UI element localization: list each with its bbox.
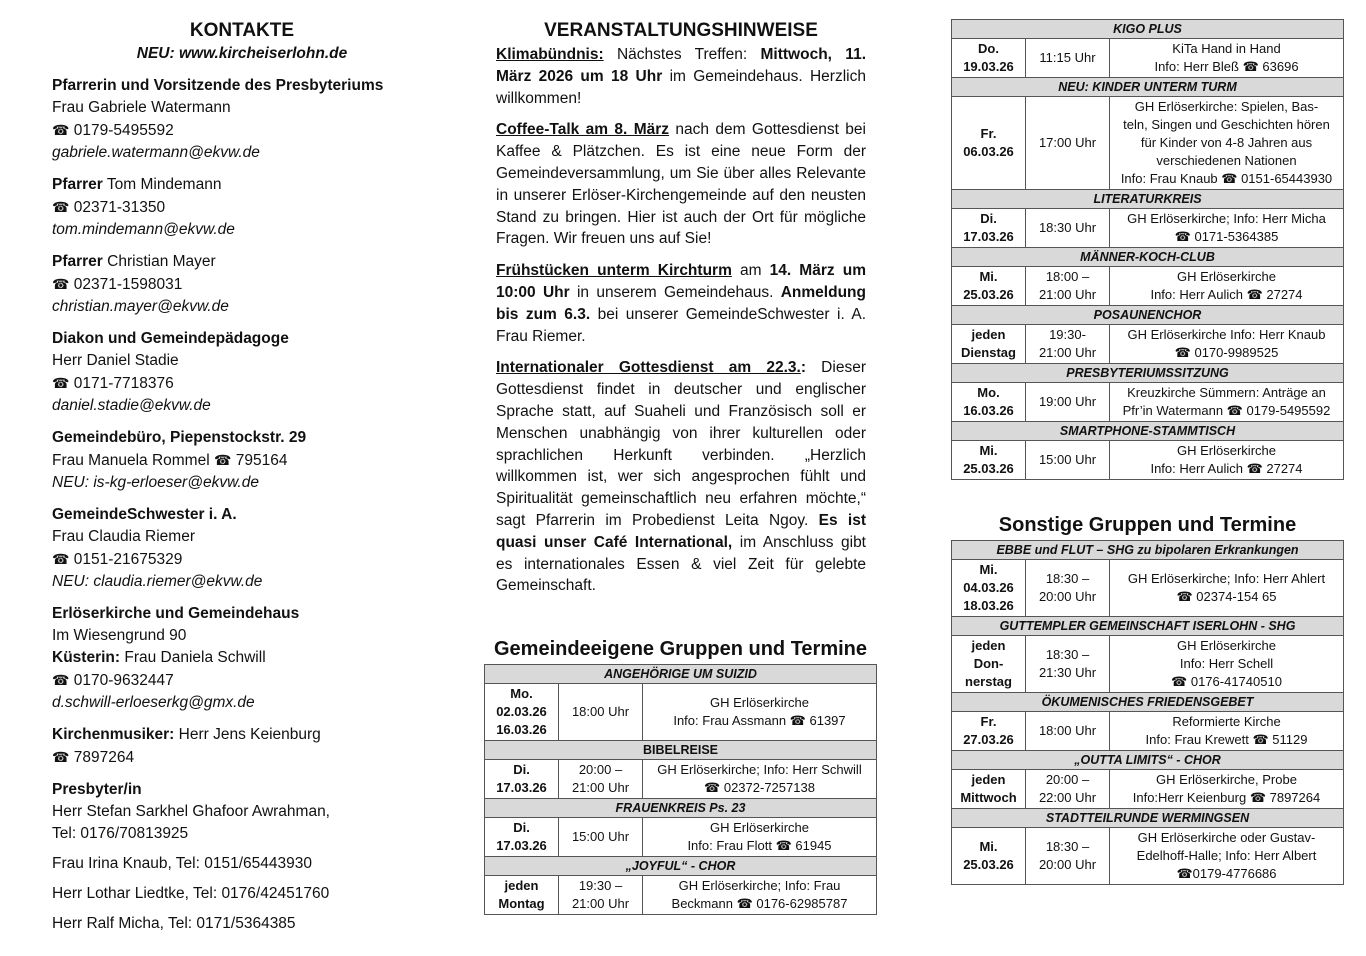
info-line: GH Erlöserkirche: [710, 820, 809, 835]
presbyter-line: Tel: 0176/70813925: [52, 825, 189, 842]
table-row: [952, 267, 1344, 306]
group-info: [1110, 267, 1344, 306]
time-line: 21:00 Uhr: [1038, 345, 1097, 360]
international-label: Internationaler Gottesdienst am 22.3.: [496, 359, 801, 377]
sonstige-groups-section: [951, 514, 1344, 885]
contact-name: Tom Mindemann: [102, 176, 222, 193]
group-info: [1110, 441, 1344, 480]
day-line: 27.03.26: [963, 732, 1014, 747]
group-time: [559, 684, 643, 741]
info-line: Pfr’in Watermann ☎ 0179-5495592: [1122, 403, 1331, 418]
group-name: BIBELREISE: [485, 741, 877, 760]
day-line: 16.03.26: [496, 722, 547, 737]
phone-icon: ☎: [52, 551, 70, 567]
time-line: 18:30 –: [1045, 647, 1090, 662]
day-line: Mi.: [979, 562, 998, 577]
phone-icon: ☎: [52, 672, 70, 688]
contact-role: Pfarrer: [52, 253, 103, 270]
contact-phone: 7897264: [73, 749, 135, 766]
group-name: SMARTPHONE-STAMMTISCH: [952, 422, 1344, 441]
phone-icon: ☎: [52, 276, 70, 292]
contact-name: Christian Mayer: [102, 253, 216, 270]
time-line: 21:30 Uhr: [1038, 665, 1097, 680]
info-line: GH Erlöserkirche: [1177, 269, 1276, 284]
info-line: für Kinder von 4-8 Jahren aus: [1140, 135, 1313, 150]
day-line: jeden: [971, 638, 1006, 653]
contact-phone: 02371-31350: [73, 199, 166, 216]
day-line: Fr.: [980, 126, 997, 141]
time-line: 19:30-: [1049, 327, 1086, 342]
contact-phone: 02371-1598031: [73, 276, 183, 293]
group-day: [952, 267, 1026, 306]
klima-notice: [496, 44, 866, 109]
group-header-row: [952, 306, 1344, 325]
contact-phone: 0170-9632447: [73, 672, 174, 689]
time-line: 18:00 –: [1045, 269, 1090, 284]
table-row: [952, 39, 1344, 78]
info-line: Info: Herr Bleß ☎ 63696: [1154, 59, 1299, 74]
contact-email[interactable]: tom.mindemann@ekvw.de: [52, 221, 235, 238]
klima-text-2: im Gemeindehaus. Herzlich willkommen!: [496, 67, 866, 107]
day-line: Mi.: [979, 839, 998, 854]
day-line: jeden: [971, 327, 1006, 342]
group-info: [1110, 383, 1344, 422]
phone-icon: ☎: [213, 452, 232, 468]
group-day: [952, 39, 1026, 78]
group-header-row: [952, 541, 1344, 560]
info-line: GH Erlöserkirche, Probe: [1156, 772, 1297, 787]
time-line: 11:15 Uhr: [1039, 50, 1096, 65]
info-line: GH Erlöserkirche: Spielen, Bas-: [1134, 99, 1319, 114]
contacts-title: KONTAKTE: [189, 20, 295, 41]
group-header-row: [952, 190, 1344, 209]
contact-role: Diakon und Gemeindepädagoge: [52, 330, 289, 347]
table-row: [485, 684, 877, 741]
phone-icon: ☎: [52, 122, 70, 138]
group-time: [1026, 770, 1110, 809]
table-row: [952, 636, 1344, 693]
time-line: 17:00 Uhr: [1038, 135, 1097, 150]
table-row: [485, 818, 877, 857]
group-info: [1110, 636, 1344, 693]
day-line: 25.03.26: [963, 461, 1014, 476]
contact-role: Erlöserkirche und Gemeindehaus: [52, 605, 300, 622]
time-line: 19:00 Uhr: [1038, 394, 1097, 409]
group-name: KIGO PLUS: [952, 20, 1344, 39]
presbyter-section: [52, 779, 432, 935]
presbyter-line: Herr Stefan Sarkhel Ghafoor Awrahman,: [52, 803, 330, 820]
group-name: GUTTEMPLER GEMEINSCHAFT ISERLOHN - SHG: [952, 617, 1344, 636]
group-name: POSAUNENCHOR: [952, 306, 1344, 325]
international-text-2: im Anschluss gibt es internationales Essen & viel Zeit für gelebte Gemeinschaft.: [496, 533, 866, 595]
group-name: ÖKUMENISCHES FRIEDENSGEBET: [952, 693, 1344, 712]
day-line: 25.03.26: [963, 857, 1014, 872]
time-line: 20:00 –: [1045, 772, 1090, 787]
group-header-row: [485, 741, 877, 760]
group-header-row: [952, 751, 1344, 770]
day-line: Mittwoch: [960, 790, 1017, 805]
info-line: GH Erlöserkirche: [710, 695, 809, 710]
contact-subrole: Küsterin:: [52, 649, 121, 666]
sonstige-groups-title: Sonstige Gruppen und Termine: [998, 514, 1297, 536]
table-row: [485, 876, 877, 915]
contact-phone: 795164: [235, 452, 288, 469]
contact-name: Frau Claudia Riemer: [52, 528, 195, 545]
day-line: Di.: [513, 820, 530, 835]
group-header-row: [952, 809, 1344, 828]
day-line: Fr.: [980, 714, 997, 729]
group-day: [952, 383, 1026, 422]
group-time: [559, 760, 643, 799]
group-info: [643, 876, 877, 915]
fruehstueck-registration: Anmeldung bis zum 6.3.: [496, 283, 866, 323]
group-time: [1026, 325, 1110, 364]
info-line: Reformierte Kirche: [1172, 714, 1281, 729]
info-line: Edelhoff-Halle; Info: Herr Albert: [1136, 848, 1317, 863]
contact-entry: [52, 251, 432, 318]
day-line: 16.03.26: [963, 403, 1014, 418]
time-line: 18:30 –: [1045, 571, 1090, 586]
info-line: GH Erlöserkirche Info: Herr Knaub: [1127, 327, 1326, 342]
info-line: Info: Frau Krewett ☎ 51129: [1145, 732, 1308, 747]
group-info: [1110, 97, 1344, 190]
group-time: [1026, 383, 1110, 422]
table-row: [952, 560, 1344, 617]
presbyter-title: Presbyter/in: [52, 781, 142, 798]
group-header-row: [952, 617, 1344, 636]
table-row: [952, 712, 1344, 751]
time-line: 18:00 Uhr: [571, 704, 630, 719]
group-name: LITERATURKREIS: [952, 190, 1344, 209]
day-line: nerstag: [965, 674, 1012, 689]
events-column: [496, 0, 866, 597]
contact-email[interactable]: NEU: claudia.riemer@ekvw.de: [52, 573, 263, 590]
time-line: 15:00 Uhr: [1038, 452, 1097, 467]
coffee-label: Coffee-Talk am 8. März: [496, 121, 670, 139]
info-line: ☎ 0170-9989525: [1174, 345, 1279, 360]
info-line: GH Erlöserkirche; Info: Frau: [678, 878, 841, 893]
contact-role: GemeindeSchwester i. A.: [52, 506, 237, 523]
contact-name: Herr Daniel Stadie: [52, 352, 179, 369]
day-line: 18.03.26: [963, 598, 1014, 613]
group-header-row: [485, 799, 877, 818]
day-line: Di.: [980, 211, 997, 226]
contact-entry: [52, 174, 432, 241]
fruehstueck-text-3: bei unserer GemeindeSchwester i. A. Frau Riemer.: [496, 305, 866, 345]
contact-name: Frau Manuela Rommel: [52, 452, 210, 469]
group-name: PRESBYTERIUMSSITZUNG: [952, 364, 1344, 383]
group-info: [1110, 560, 1344, 617]
coffee-text: nach dem Gottesdienst bei Kaffee & Plätzchen. Es ist eine neue Form der Gemeindeversammlung, um Sie über alles Relevante in unserer Erlöser-Kirchengemeinde auf den neusten Stand zu bringen. Hier ist auch der Ort für mögliche Fragen. Wir freuen uns auf Sie!: [496, 121, 866, 248]
day-line: 17.03.26: [496, 838, 547, 853]
table-row: [952, 325, 1344, 364]
info-line: Info: Frau Knaub ☎ 0151-65443930: [1120, 171, 1333, 186]
contact-name: Herr Jens Keienburg: [174, 726, 321, 743]
group-day: [485, 818, 559, 857]
group-info: [643, 818, 877, 857]
time-line: 20:00 –: [578, 762, 623, 777]
right-groups-section: [951, 19, 1344, 480]
day-line: Mo.: [977, 385, 1000, 400]
group-day: [952, 712, 1026, 751]
contact-name: Frau Daniela Schwill: [120, 649, 266, 666]
info-line: Info: Herr Aulich ☎ 27274: [1150, 461, 1303, 476]
right-groups-table: [951, 19, 1344, 480]
group-time: [1026, 828, 1110, 885]
contact-email[interactable]: daniel.stadie@ekvw.de: [52, 397, 211, 414]
info-line: GH Erlöserkirche; Info: Herr Schwill: [657, 762, 862, 777]
group-time: [1026, 97, 1110, 190]
time-line: 18:30 –: [1045, 839, 1090, 854]
day-line: Dienstag: [961, 345, 1016, 360]
fruehstueck-label: Frühstücken unterm Kirchturm: [496, 262, 732, 280]
info-line: verschiedenen Nationen: [1156, 153, 1297, 168]
info-line: Info: Frau Assmann ☎ 61397: [673, 713, 846, 728]
group-day: [485, 876, 559, 915]
info-line: Info: Herr Schell: [1179, 656, 1274, 671]
sonstige-groups-table: [951, 540, 1344, 885]
info-line: Info: Frau Flott ☎ 61945: [687, 838, 832, 853]
gemeinde-groups-section: [484, 638, 877, 915]
group-day: [952, 828, 1026, 885]
group-time: [1026, 267, 1110, 306]
info-line: GH Erlöserkirche: [1177, 443, 1276, 458]
gemeinde-groups-title: Gemeindeeigene Gruppen und Termine: [493, 638, 868, 660]
group-day: [952, 770, 1026, 809]
international-notice: [496, 357, 866, 597]
info-line: ☎ 02372-7257138: [704, 780, 815, 795]
website-link[interactable]: NEU: www.kircheiserlohn.de: [136, 45, 348, 62]
group-name: STADTTEILRUNDE WERMINGSEN: [952, 809, 1344, 828]
contacts-list: [52, 75, 432, 769]
group-name: EBBE und FLUT – SHG zu bipolaren Erkrankungen: [952, 541, 1344, 560]
contact-address: Im Wiesengrund 90: [52, 627, 187, 644]
group-day: [952, 325, 1026, 364]
group-header-row: [952, 364, 1344, 383]
table-row: [952, 441, 1344, 480]
coffee-talk-notice: [496, 119, 866, 250]
time-line: 18:00 Uhr: [1038, 723, 1097, 738]
time-line: 19:30 –: [578, 878, 623, 893]
time-line: 20:00 Uhr: [1038, 857, 1097, 872]
group-header-row: [952, 78, 1344, 97]
contact-phone: 0151-21675329: [73, 551, 183, 568]
contact-email[interactable]: d.schwill-erloeserkg@gmx.de: [52, 694, 255, 711]
day-line: Di.: [513, 762, 530, 777]
group-time: [1026, 636, 1110, 693]
contact-phone: 0179-5495592: [73, 122, 174, 139]
group-name: „JOYFUL“ - CHOR: [485, 857, 877, 876]
contact-entry: [52, 724, 432, 769]
info-line: GH Erlöserkirche; Info: Herr Micha: [1127, 211, 1326, 226]
international-colon: :: [800, 359, 806, 377]
group-info: [643, 760, 877, 799]
group-name: MÄNNER-KOCH-CLUB: [952, 248, 1344, 267]
group-header-row: [485, 857, 877, 876]
day-line: Montag: [498, 896, 545, 911]
contact-entry: [52, 75, 432, 164]
time-line: 20:00 Uhr: [1038, 589, 1097, 604]
day-line: Mi.: [979, 269, 998, 284]
presbyter-line: Frau Irina Knaub, Tel: 0151/65443930: [52, 855, 312, 872]
info-line: Beckmann ☎ 0176-62985787: [671, 896, 848, 911]
info-line: ☎0179-4776686: [1176, 866, 1277, 881]
day-line: Mi.: [979, 443, 998, 458]
group-header-row: [952, 248, 1344, 267]
group-info: [1110, 712, 1344, 751]
info-line: ☎ 0176-41740510: [1171, 674, 1282, 689]
day-line: 25.03.26: [963, 287, 1014, 302]
day-line: 19.03.26: [963, 59, 1014, 74]
klima-date: Mittwoch, 11. März 2026 um 18 Uhr: [496, 46, 866, 85]
info-line: GH Erlöserkirche; Info: Herr Ahlert: [1127, 571, 1326, 586]
group-time: [1026, 209, 1110, 248]
phone-icon: ☎: [52, 375, 70, 391]
table-row: [952, 209, 1344, 248]
info-line: KiTa Hand in Hand: [1172, 41, 1281, 56]
contacts-column: [52, 0, 432, 935]
group-time: [1026, 441, 1110, 480]
gemeinde-groups-table: [484, 664, 877, 915]
group-info: [643, 684, 877, 741]
day-line: 17.03.26: [496, 780, 547, 795]
day-line: Don-: [973, 656, 1004, 671]
info-line: ☎ 02374-154 65: [1176, 589, 1277, 604]
international-text: Dieser Gottesdienst findet in deutscher und englischer Sprache statt, auf Suaheli und Französisch soll er Menschen unabhängig von ihrer kulturellen oder sprachlichen Herkunft verbinden. „Herzlich willkommen ist, wer sich angesprochen fühlt und Spiritualität gemeinschaftlich neu erfahren möchte,“ sagt Pfarrerin im Probedienst Leita Ngoy.: [496, 359, 866, 529]
time-line: 21:00 Uhr: [571, 780, 630, 795]
group-header-row: [952, 693, 1344, 712]
day-line: 17.03.26: [963, 229, 1014, 244]
contact-role: Pfarrer: [52, 176, 103, 193]
group-name: NEU: KINDER UNTERM TURM: [952, 78, 1344, 97]
time-line: 15:00 Uhr: [571, 829, 630, 844]
day-line: 06.03.26: [963, 144, 1014, 159]
group-day: [485, 684, 559, 741]
table-row: [485, 760, 877, 799]
group-time: [559, 818, 643, 857]
group-header-row: [485, 665, 877, 684]
info-line: teln, Singen und Geschichten hören: [1123, 117, 1330, 132]
events-title: VERANSTALTUNGSHINWEISE: [544, 20, 818, 41]
info-line: GH Erlöserkirche: [1177, 638, 1276, 653]
day-line: 04.03.26: [963, 580, 1014, 595]
info-line: Kreuzkirche Sümmern: Anträge an: [1127, 385, 1326, 400]
group-time: [1026, 560, 1110, 617]
time-line: 18:30 Uhr: [1038, 220, 1097, 235]
table-row: [952, 828, 1344, 885]
day-line: jeden: [504, 878, 539, 893]
phone-icon: ☎: [52, 199, 70, 215]
day-line: Mo.: [510, 686, 533, 701]
contact-role: Gemeindebüro, Piepenstockstr. 29: [52, 429, 307, 446]
fruehstueck-date: 14. März um 10:00 Uhr: [496, 262, 866, 301]
contact-email[interactable]: christian.mayer@ekvw.de: [52, 298, 229, 315]
fruehstueck-text-2: in unserem Gemeindehaus.: [569, 283, 781, 301]
info-line: GH Erlöserkirche oder Gustav-: [1137, 830, 1316, 845]
fruehstueck-notice: [496, 260, 866, 347]
info-line: ☎ 0171-5364385: [1174, 229, 1279, 244]
contact-entry: [52, 603, 432, 714]
time-line: 21:00 Uhr: [571, 896, 630, 911]
info-line: Info:Herr Keienburg ☎ 7897264: [1132, 790, 1321, 805]
group-time: [559, 876, 643, 915]
group-day: [485, 760, 559, 799]
group-info: [1110, 325, 1344, 364]
contact-name: Frau Gabriele Watermann: [52, 99, 231, 116]
phone-icon: ☎: [52, 749, 70, 765]
table-row: [952, 97, 1344, 190]
group-name: „OUTTA LIMITS“ - CHOR: [952, 751, 1344, 770]
group-info: [1110, 770, 1344, 809]
group-name: FRAUENKREIS Ps. 23: [485, 799, 877, 818]
group-day: [952, 560, 1026, 617]
day-line: 02.03.26: [496, 704, 547, 719]
contact-entry: [52, 427, 432, 494]
international-highlight: Es ist quasi unser Café International,: [496, 511, 866, 551]
group-day: [952, 636, 1026, 693]
contact-entry: [52, 504, 432, 593]
klima-text: Nächstes Treffen:: [603, 46, 761, 63]
contact-email[interactable]: NEU: is-kg-erloeser@ekvw.de: [52, 474, 259, 491]
fruehstueck-text: am: [731, 262, 770, 280]
table-row: [952, 770, 1344, 809]
klima-label: Klimabündnis:: [496, 46, 604, 63]
group-day: [952, 209, 1026, 248]
group-info: [1110, 209, 1344, 248]
group-time: [1026, 39, 1110, 78]
group-day: [952, 441, 1026, 480]
group-header-row: [952, 422, 1344, 441]
group-info: [1110, 39, 1344, 78]
day-line: jeden: [971, 772, 1006, 787]
group-name: ANGEHÖRIGE UM SUIZID: [485, 665, 877, 684]
time-line: 21:00 Uhr: [1038, 287, 1097, 302]
contact-role: Kirchenmusiker:: [52, 726, 175, 743]
group-time: [1026, 712, 1110, 751]
table-row: [952, 383, 1344, 422]
day-line: Do.: [978, 41, 999, 56]
group-info: [1110, 828, 1344, 885]
group-header-row: [952, 20, 1344, 39]
contact-entry: [52, 328, 432, 417]
presbyter-line: Herr Ralf Micha, Tel: 0171/5364385: [52, 915, 296, 932]
contact-role: Pfarrerin und Vorsitzende des Presbyteriums: [52, 77, 384, 94]
time-line: 22:00 Uhr: [1038, 790, 1097, 805]
contact-phone: 0171-7718376: [73, 375, 174, 392]
presbyter-line: Herr Lothar Liedtke, Tel: 0176/42451760: [52, 885, 330, 902]
contact-email[interactable]: gabriele.watermann@ekvw.de: [52, 144, 260, 161]
group-day: [952, 97, 1026, 190]
info-line: Info: Herr Aulich ☎ 27274: [1150, 287, 1303, 302]
